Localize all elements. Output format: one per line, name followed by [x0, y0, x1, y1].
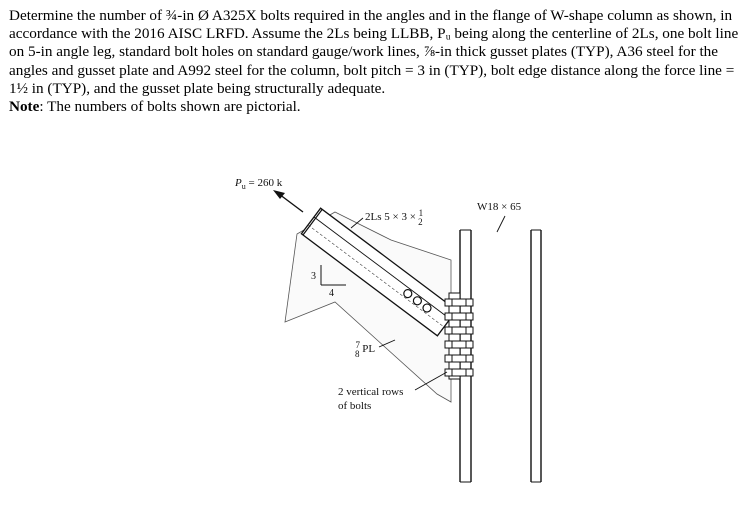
- flange-bolt: [445, 313, 473, 320]
- column-label: W18 × 65: [477, 201, 522, 213]
- load-arrow: [273, 190, 303, 212]
- connection-figure: [215, 172, 575, 517]
- flange-bolt: [445, 369, 473, 376]
- problem-statement: [9, 7, 749, 116]
- plate-label: $^7$ 8 PL: [355, 340, 376, 359]
- note-text: : The numbers of bolts shown are pictorial.: [39, 98, 301, 116]
- note-label: Note: [9, 98, 40, 116]
- bolt-rows-label-line1: 2 vertical rows: [338, 386, 404, 398]
- flange-bolt: [445, 341, 473, 348]
- slope-rise: 3: [311, 271, 316, 282]
- flange-bolt-group: [445, 293, 473, 379]
- connection-diagram: [215, 172, 575, 517]
- column-leader: [497, 216, 505, 232]
- angle-label: 2Ls 5 × 3 × $^1$ 2: [365, 208, 424, 227]
- problem-body: Determine the number of ¾-in Ø A325X bolts required in the angles and in the flange of W-shape column as shown, in accordance with the 2016 AISC LRFD. Assume the 2Ls being LLBB, Pᵤ being along the centerline of 2Ls, one bolt line on 5-in angle leg, standard bolt holes on standard gauge/work lines, ⅞-in thick gusset plates (TYP), A36 steel for the angles and gusset plate and A992 steel for the column, bolt pitch = 3 in (TYP), bolt edge distance along the force line = 1½ in (TYP), and the gusset plate being structurally adequate.: [9, 7, 739, 97]
- flange-bolt: [445, 355, 473, 362]
- flange-bolt: [445, 327, 473, 334]
- flange-bolt: [445, 299, 473, 306]
- bolt-rows-label-line2: of bolts: [338, 400, 372, 412]
- slope-run: 4: [329, 288, 334, 299]
- load-label: $P_u = 260$ k: [235, 177, 283, 191]
